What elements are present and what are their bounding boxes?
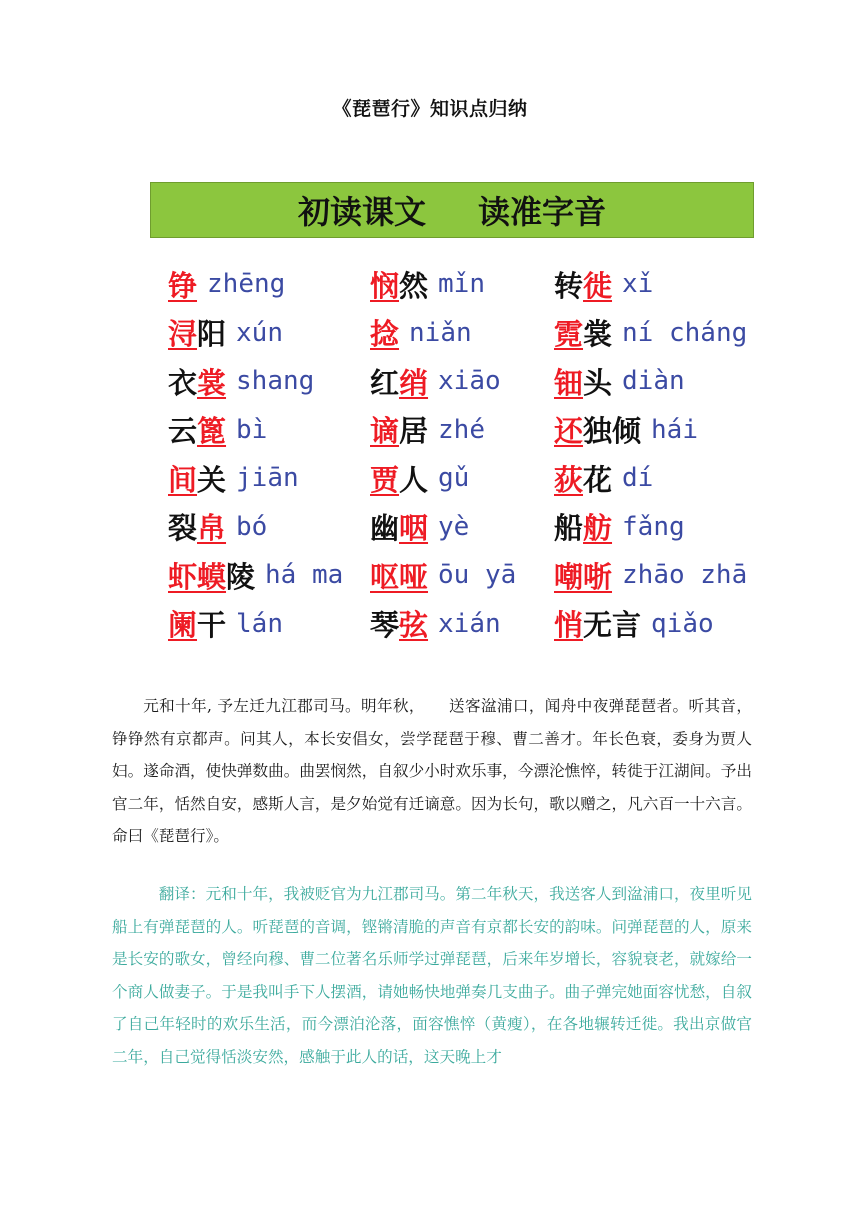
- context-character: 船: [554, 511, 584, 545]
- target-character: 悄: [554, 608, 584, 642]
- vocab-characters: [554, 409, 641, 450]
- target-character: 荻: [554, 462, 584, 497]
- vocab-entry: [168, 507, 267, 547]
- vocab-entry: [554, 555, 747, 595]
- context-character: 红: [370, 365, 400, 400]
- context-character: 人: [399, 462, 429, 497]
- vocab-pinyin: zhēng: [207, 269, 286, 299]
- context-character: 陵: [226, 559, 256, 594]
- vocab-pinyin: xún: [236, 317, 283, 348]
- vocab-characters: [168, 555, 255, 596]
- target-character: 贾: [370, 462, 400, 497]
- vocab-pinyin: qiǎo: [651, 608, 714, 639]
- vocab-entry: [554, 458, 653, 498]
- vocab-characters: [554, 361, 612, 402]
- vocab-characters: [370, 458, 428, 499]
- vocab-characters: [554, 312, 612, 353]
- vocab-entry: [370, 410, 485, 450]
- vocab-characters: [168, 409, 226, 450]
- target-character: 裳: [197, 365, 227, 400]
- vocab-pinyin: diàn: [622, 366, 685, 396]
- vocab-pinyin: bó: [236, 511, 268, 542]
- target-character: 虾蟆: [168, 559, 227, 594]
- vocab-entry: [168, 555, 343, 595]
- vocab-characters: [168, 312, 226, 353]
- vocab-characters: [370, 409, 428, 450]
- vocab-characters: [168, 458, 226, 499]
- vocab-characters: [370, 361, 428, 402]
- target-character: 浔: [168, 317, 198, 351]
- vocab-entry: [168, 264, 285, 304]
- vocab-pinyin: mǐn: [438, 269, 485, 299]
- context-character: 然: [399, 268, 429, 303]
- vocab-pinyin: gǔ: [438, 463, 470, 493]
- vocab-pinyin: fǎng: [622, 511, 685, 542]
- vocab-characters: [168, 361, 226, 402]
- vocab-pinyin: zhāo zhā: [622, 560, 748, 590]
- context-character: 琴: [370, 608, 400, 642]
- vocab-entry: [168, 361, 314, 401]
- vocab-characters: [168, 603, 226, 644]
- vocab-pinyin: bì: [236, 414, 268, 445]
- vocab-entry: [370, 458, 469, 498]
- context-character: 关: [197, 462, 227, 497]
- vocab-pinyin: yè: [438, 511, 470, 542]
- vocab-characters: [370, 603, 428, 644]
- vocab-entry: [370, 361, 501, 401]
- target-character: 舫: [583, 511, 613, 545]
- vocab-entry: [168, 410, 267, 450]
- vocab-entry: [168, 313, 283, 353]
- vocab-entry: [554, 313, 747, 353]
- vocab-characters: [168, 506, 226, 547]
- vocab-entry: [370, 264, 485, 304]
- vocab-characters: [370, 506, 428, 547]
- context-character: 裳: [583, 317, 613, 351]
- target-character: 绡: [399, 365, 429, 400]
- target-character: 呕哑: [370, 559, 429, 594]
- target-character: 弦: [399, 608, 429, 642]
- translation-paragraph: 翻译：元和十年，我被贬官为九江郡司马。第二年秋天，我送客人到湓浦口，夜里听见船上有弹琵琶的人。听琵琶的音调，铿锵清脆的声音有京都长安的韵味。问弹琵琶的人，原来是长安的歌女，曾经向穆、曹二位著名乐师学过弹琵琶，后来年岁增长，容貌衰老，就嫁给一个商人做妻子。于是我叫手下人摆酒，请她畅快地弹奏几支曲子。曲子弹完她面容忧愁，自叙了自己年轻时的欢乐生活，而今漂泊沦落，面容憔悴（黄瘦），在各地辗转迁徙。我出京做官二年，自己觉得恬淡安然，感触于此人的话，这天晚上才: [112, 885, 752, 1066]
- vocab-pinyin: há ma: [265, 560, 344, 590]
- vocab-entry: [370, 313, 472, 353]
- vocab-pinyin: ní cháng: [622, 317, 748, 348]
- vocab-pinyin: niǎn: [409, 317, 472, 348]
- vocab-entry: [370, 555, 516, 595]
- vocab-entry: [554, 264, 653, 304]
- vocab-characters: [554, 458, 612, 499]
- vocab-characters: [554, 555, 612, 596]
- target-character: 咽: [399, 511, 429, 545]
- target-character: 捻: [370, 317, 400, 351]
- target-character: 阑: [168, 608, 198, 642]
- vocab-pinyin: zhé: [438, 414, 485, 445]
- context-character: 幽: [370, 511, 400, 545]
- vocab-pinyin: hái: [651, 414, 698, 445]
- context-character: 阳: [197, 317, 227, 351]
- vocab-entry: [370, 507, 469, 547]
- target-character: 铮: [168, 268, 198, 303]
- vocab-characters: [554, 264, 612, 305]
- context-character: 居: [399, 414, 429, 448]
- target-character: 间: [168, 462, 198, 497]
- section-banner-right: 读准字音: [478, 193, 607, 231]
- context-character: 头: [583, 365, 613, 400]
- vocab-pinyin: ōu yā: [438, 560, 517, 590]
- vocab-entry: [554, 410, 698, 450]
- vocab-entry: [370, 604, 501, 644]
- vocab-pinyin: xǐ: [622, 269, 654, 299]
- context-character: 衣: [168, 365, 198, 400]
- context-character: 无言: [583, 608, 642, 642]
- context-character: 云: [168, 414, 198, 448]
- vocab-pinyin: xiāo: [438, 366, 501, 396]
- vocab-pinyin: xián: [438, 608, 501, 639]
- section-banner-left: 初读课文: [297, 193, 426, 231]
- target-character: 嘲哳: [554, 559, 613, 594]
- original-text-paragraph: 元和十年, 予左迁九江郡司马。明年秋， 送客湓浦口，闻舟中夜弹琵琶者。听其音，铮铮然有京都声。问其人，本长安倡女，尝学琵琶于穆、曹二善才。年长色衰，委身为贾人妇。遂命酒，使快弹数曲。曲罢悯然，自叙少小时欢乐事，今漂沦憔悴，转徙于江湖间。予出官二年，恬然自安，感斯人言，是夕始觉有迁谪意。因为长句，歌以赠之，凡六百一十六言。命曰《琵琶行》。: [112, 697, 752, 845]
- document-title: 《琵琶行》知识点归纳: [332, 98, 528, 120]
- target-character: 钿: [554, 365, 584, 400]
- vocab-entry: [168, 604, 283, 644]
- target-character: 篦: [197, 414, 227, 448]
- vocab-characters: [554, 603, 641, 644]
- vocab-characters: [370, 264, 428, 305]
- target-character: 谪: [370, 414, 400, 448]
- context-character: 独倾: [583, 414, 642, 448]
- vocab-entry: [554, 361, 685, 401]
- context-character: 花: [583, 462, 613, 497]
- target-character: 悯: [370, 268, 400, 303]
- target-character: 霓: [554, 317, 584, 351]
- vocab-characters: [168, 264, 197, 305]
- context-character: 转: [554, 268, 584, 303]
- vocab-characters: [554, 506, 612, 547]
- vocab-entry: [168, 458, 299, 498]
- vocab-pinyin: jiān: [236, 463, 299, 493]
- vocab-characters: [370, 312, 399, 353]
- context-character: 干: [197, 608, 227, 642]
- vocab-pinyin: dí: [622, 463, 654, 493]
- target-character: 还: [554, 414, 584, 448]
- target-character: 徙: [583, 268, 613, 303]
- target-character: 帛: [197, 511, 227, 545]
- vocab-entry: [554, 507, 685, 547]
- vocab-pinyin: lán: [236, 608, 283, 639]
- vocab-entry: [554, 604, 714, 644]
- vocab-pinyin: shang: [236, 366, 315, 396]
- context-character: 裂: [168, 511, 198, 545]
- vocab-characters: [370, 555, 428, 596]
